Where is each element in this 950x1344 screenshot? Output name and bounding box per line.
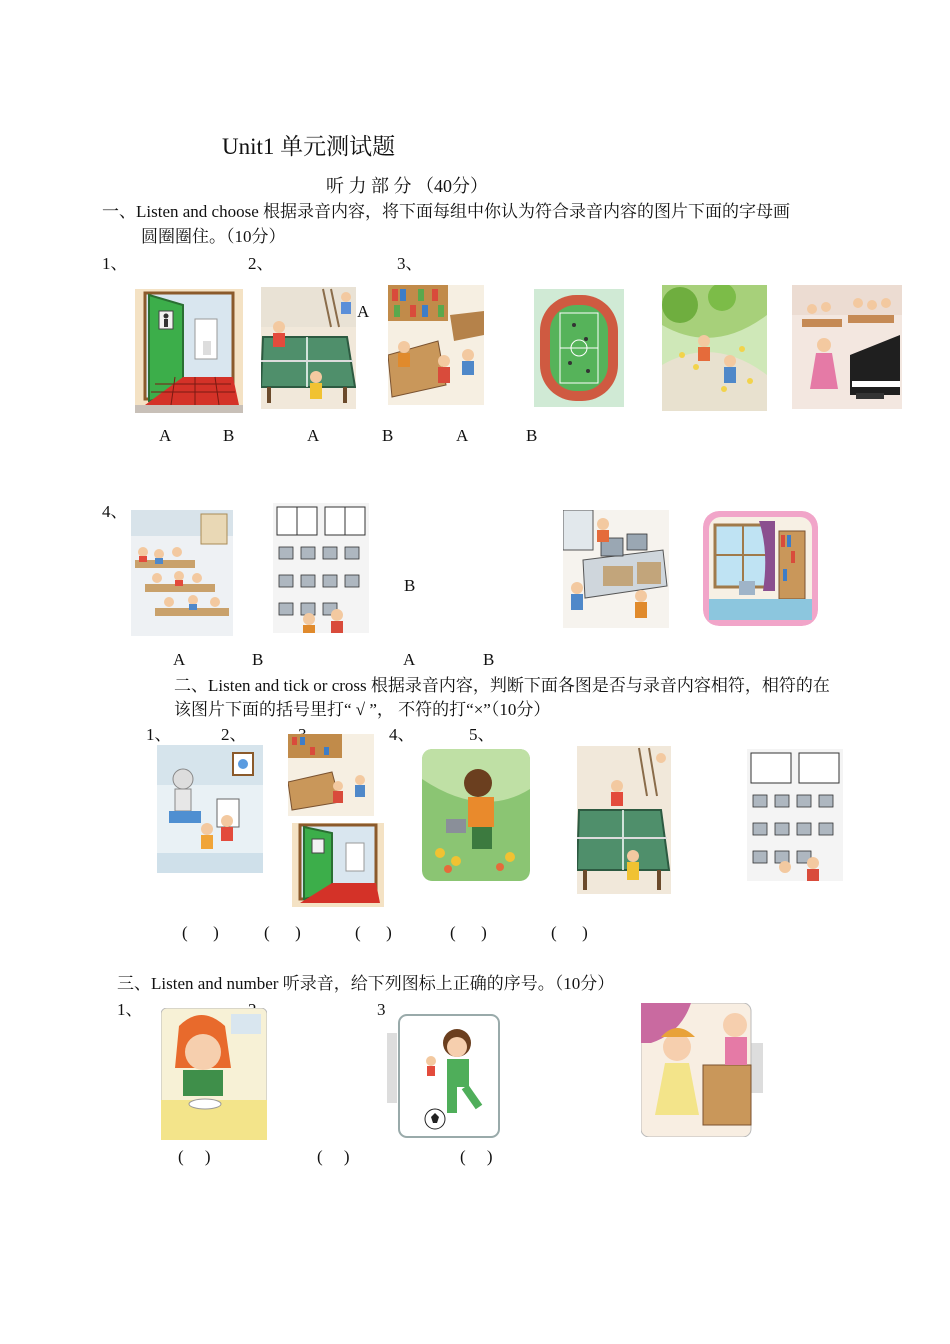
option-label[interactable]: B [252, 650, 264, 669]
music-room-picture [792, 285, 902, 409]
study-room-picture [703, 511, 818, 626]
girl-shopping-picture [641, 1003, 763, 1137]
question-number: 4、 [102, 502, 128, 521]
answer-bracket[interactable]: ( ) [317, 1147, 350, 1166]
section1-instruction-line1: 一、Listen and choose 根据录音内容，将下面每组中你认为符合录音内容的图片下面的字母画 [102, 202, 790, 221]
option-label[interactable]: B [404, 576, 416, 595]
question-number: 3、 [397, 254, 423, 273]
canteen-picture [131, 510, 233, 636]
option-label[interactable]: A [307, 426, 320, 445]
answer-bracket[interactable]: ( ) [355, 923, 392, 942]
section2-instruction-line1: 二、Listen and tick or cross 根据录音内容，判断下面各图是否与录音内容相符，相符的在 [174, 676, 830, 695]
option-label[interactable]: A [173, 650, 186, 669]
question-number: 3 [377, 1000, 386, 1019]
option-label[interactable]: B [223, 426, 235, 445]
section2-instruction-line2: 该图片下面的括号里打“ √ ”， 不符的打“×”（10分） [174, 700, 551, 719]
question-number: 5、 [469, 725, 495, 744]
question-number: 1、 [102, 254, 128, 273]
option-label[interactable]: B [382, 426, 394, 445]
answer-bracket[interactable]: ( ) [182, 923, 219, 942]
page-title: Unit1 单元测试题 [222, 134, 396, 159]
stray-letter-a: A [357, 302, 370, 321]
option-label[interactable]: A [403, 650, 416, 669]
question-number: 1、 [117, 1000, 143, 1019]
table-tennis-picture [261, 287, 356, 409]
option-label[interactable]: A [159, 426, 172, 445]
question-number: 2、 [221, 725, 247, 744]
art-room-picture [157, 745, 263, 873]
boy-soccer-picture [387, 1013, 501, 1139]
playground-picture [534, 289, 624, 407]
page-subtitle: 听 力 部 分 （40分） [326, 176, 488, 196]
answer-bracket[interactable]: ( ) [264, 923, 301, 942]
section3-instruction: 三、Listen and number 听录音，给下列图标上正确的序号。（10分） [117, 974, 615, 993]
question-number: 1、 [146, 725, 172, 744]
toilet-picture [135, 289, 243, 413]
library-picture [288, 734, 374, 816]
answer-bracket[interactable]: ( ) [551, 923, 588, 942]
computer-room-picture [747, 749, 843, 881]
section1-instruction-line2: 圆圈圈住。（10分） [141, 227, 286, 246]
question-number: 2、 [248, 254, 274, 273]
question-number: 4、 [389, 725, 415, 744]
teachers-office-picture [563, 510, 669, 628]
garden-picture [662, 285, 767, 411]
library-picture [388, 285, 484, 405]
answer-bracket[interactable]: ( ) [460, 1147, 493, 1166]
computer-room-picture [273, 503, 369, 633]
girl-eating-picture [161, 1008, 267, 1140]
option-label[interactable]: A [456, 426, 469, 445]
option-label[interactable]: B [483, 650, 495, 669]
garden-watering-picture [422, 749, 530, 881]
table-tennis-picture [577, 746, 671, 894]
option-label[interactable]: B [526, 426, 538, 445]
toilet-picture [292, 823, 384, 907]
answer-bracket[interactable]: ( ) [450, 923, 487, 942]
answer-bracket[interactable]: ( ) [178, 1147, 211, 1166]
